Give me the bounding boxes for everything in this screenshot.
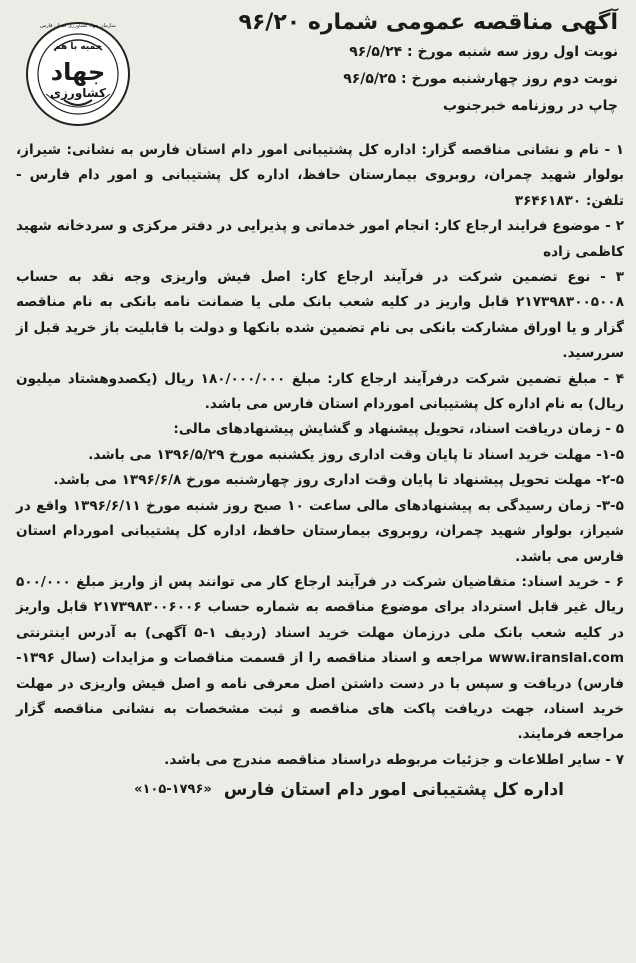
first-publication-date: نوبت اول روز سه شنبه مورخ : ۹۶/۵/۲۴ (349, 44, 618, 60)
paragraph-2-subject: ۲ - موضوع فرایند ارجاع کار: انجام امور خدماتی و پذیرایی در دفتر مرکزی و سردخانه شهید کاظمی زاده (16, 218, 624, 260)
paragraph-7-other-info: ۷ - سایر اطلاعات و جزئیات مربوطه دراسناد مناقصه مندرج می باشد. (164, 751, 624, 768)
paragraph-6-document-purchase: ۶ - خرید اسناد: متقاضیان شرکت در فرآیند ارجاع کار می توانند پس از واریز مبلغ ۵۰۰/۰۰۰ ریال غیر قابل استرداد برای موضوع مناقصه به شماره حساب ۲۱۷۳۹۸۳۰۰۶۰۰۶ قابل واریز در کلیه شعب بانک ملی درزمان مهلت خرید اسناد (ردیف ۱-۵ آگهی) به آدرس اینترنتی www.iranslal.com مراجعه و اسناد مناقصه را از قسمت مناقصات و مزایدات (سال ۱۳۹۶-فارس) دریافت و سپس با در دست داشتن اصل معرفی نامه و اصل فیش واریزی در مهلت خرید اسناد، جهت دریافت پاکت های مناقصه و ثبت مشخصات به نشانی مناقصه گزار مراجعه فرمایند. (16, 573, 624, 743)
ad-footer (16, 775, 624, 805)
paragraph-5-1-purchase-deadline: ۱-۵- مهلت خرید اسناد تا پایان وقت اداری روز یکشنبه مورخ ۱۳۹۶/۵/۲۹ می باشد. (88, 446, 624, 463)
paragraph-4-guarantee-amount: ۴ - مبلغ تضمین شرکت درفرآیند ارجاع کار: مبلغ ۱۸۰/۰۰۰/۰۰۰ ریال (یکصدوهشتاد میلیون ریال) به نام اداره کل پشتیبانی اموردام استان فارس می باشد. (16, 370, 624, 413)
newspaper-name: چاپ در روزنامه خبرجنوب (443, 98, 618, 114)
issuing-organization: اداره کل پشتیبانی امور دام استان فارس (223, 780, 564, 801)
ad-header (16, 10, 624, 138)
ad-body (16, 138, 624, 773)
logo-main-text: جهاد (50, 58, 106, 86)
paragraph-1-organizer: ۱ - نام و نشانی مناقصه گزار: اداره کل پشتیبانی امور دام استان فارس به نشانی: شیراز، بولوار شهید چمران، روبروی بیمارستان حافظ، اداره کل پشتیبانی و امور دام فارس - تلفن: ۳۶۴۶۱۸۳۰ (16, 142, 624, 209)
ad-title: آگهی مناقصه عمومی شماره ۹۶/۲۰ (238, 10, 618, 35)
logo-top-text: حمیه با هم (54, 42, 102, 52)
logo-sub-text: کشاورزی (50, 86, 106, 100)
jahad-keshavarzi-logo (24, 20, 132, 128)
paragraph-3-guarantee-type: ۳ - نوع تضمین شرکت در فرآیند ارجاع کار: اصل فیش واریزی وجه نقد به حساب ۲۱۷۳۹۸۳۰۰۵۰۰۸ قابل واریز در کلیه شعب بانک ملی یا ضمانت نامه بانکی به نام مناقصه گزار و یا اوراق مشارکت بانکی بی نام تضمین شده بانکها و دولت با قابلیت باز خرید قبل از سررسید. (16, 269, 624, 362)
paragraph-5-3-opening-time: ۳-۵- زمان رسیدگی به پیشنهادهای مالی ساعت ۱۰ صبح روز شنبه مورخ ۱۳۹۶/۶/۱۱ واقع در شیراز، بولوار شهید چمران، روبروی بیمارستان حافظ، اداره کل پشتیبانی اموردام استان فارس می باشد. (16, 497, 624, 565)
paragraph-5-2-submission-deadline: ۲-۵- مهلت تحویل پیشنهاد تا پایان وقت اداری روز چهارشنبه مورخ ۱۳۹۶/۶/۸ می باشد. (53, 472, 624, 489)
ad-code: «۱۰۵-۱۷۹۶» (134, 782, 212, 798)
logo-ring-text: سازمان جهاد کشاورزی استان فارس (40, 23, 116, 29)
second-publication-date: نوبت دوم روز چهارشنبه مورخ : ۹۶/۵/۲۵ (343, 71, 618, 87)
paragraph-5-schedule: ۵ - زمان دریافت اسناد، تحویل پیشنهاد و گشایش پیشنهادهای مالی: (173, 421, 624, 438)
